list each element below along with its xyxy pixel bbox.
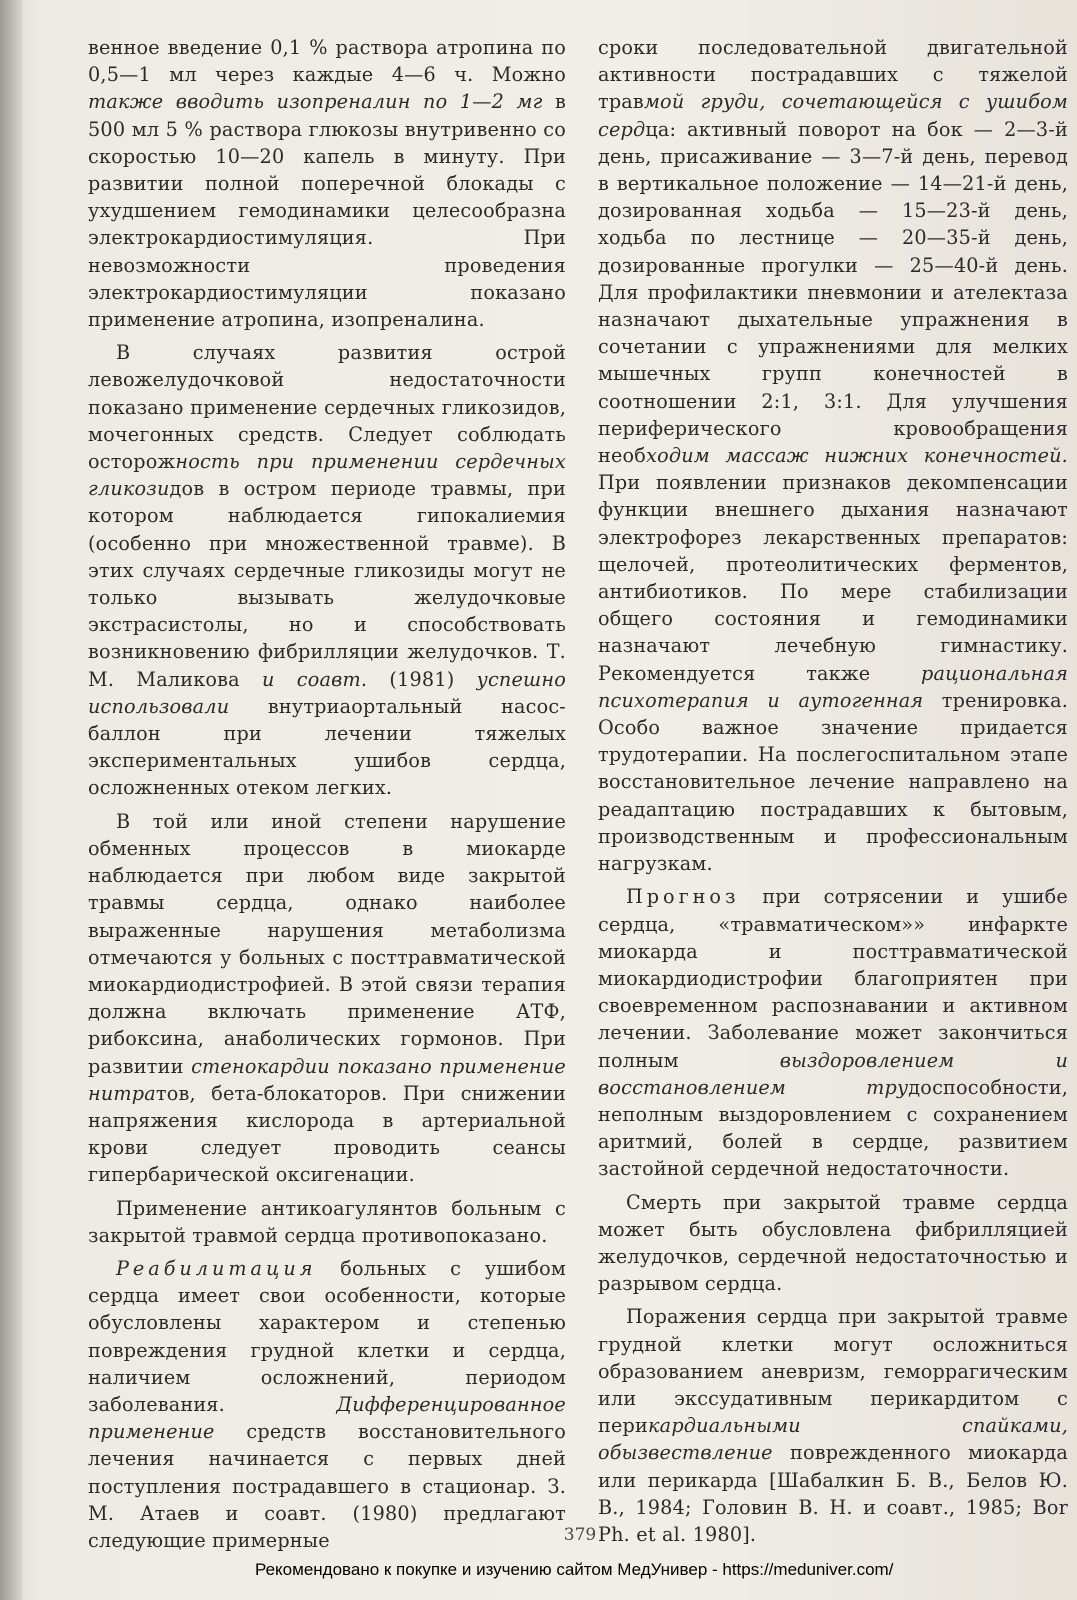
binding-shadow xyxy=(0,0,22,1600)
text-run: средств восстановительного лечения начинается с первых дней поступления пострадавшего в стационар. З. М. Атаев и соавт. (1980) предлагают следующие примерные xyxy=(88,1420,566,1552)
text-run: доспособности, неполным выздоровлением с сохранением аритмий, болей в сердце, развитием застойной сердечной недостаточности. xyxy=(598,1075,1068,1181)
footer-watermark: Рекомендовано к покупке и изучению сайтом МедУнивер - https://meduniver.com/ xyxy=(255,1560,894,1579)
text-run: дов в остром периоде травмы, при котором наблюдается гипокалиемия (особенно при множественной травме). В этих случаях сердечные гликозиды могут не только вызывать желудочковые экстрасистолы, но и способствовать возникновению фибрилляции желудочков. Т. М. Маликова xyxy=(88,477,566,691)
text-run: больных с ушибом сердца имеет свои особенности, которые обусловлены характером и степенью повреждения грудной клетки и сердца, наличием осложнений, периодом заболевания. xyxy=(88,1256,566,1416)
text-run: тренировка. Особо важное значение придается трудотерапии. На послегоспитальном этапе восстановительное лечение направлено на реадаптацию пострадавших к бытовым, производственным и профессиональным нагрузкам. xyxy=(598,688,1068,876)
paragraph xyxy=(598,1303,1068,1548)
paragraph xyxy=(88,1255,566,1554)
text-run: поврежденного миокарда или перикарда [Шабалкин Б. В., Белов Ю. В., 1984; Головин В. Н. и соавт., 1985; Bor Ph. et al. 1980]. xyxy=(598,1441,1068,1546)
italic-run: кардиальными спайками, обызвествление xyxy=(598,1414,1068,1465)
italic-run: выздоровлением и восстановлением тру xyxy=(598,1048,1068,1099)
text-run: Поражения сердца при закрытой травме грудной клетки могут осложниться образованием аневризм, геморрагическим или экссудативным перикардитом с пери xyxy=(598,1305,1068,1438)
italic-run: и соавт. xyxy=(262,667,368,691)
text-run: в 500 мл 5 % раствора глюкозы внутривенно со скоростью 10—20 капель в минуту. При развитии полной поперечной блокады с ухудшением гемодинамики целесообразна электрокардиостимуляция. При невозможности проведения электрокардиостимуляции показано применение атропина, изопреналина. xyxy=(88,90,566,332)
italic-run: Дифференцированное применение xyxy=(88,1392,566,1444)
italic-run: стенокардии показано применение нитра xyxy=(88,1054,566,1105)
italic-run: успешно использовали xyxy=(88,667,566,718)
text-run: тов, бета-блокаторов. При снижении напряжения кислорода в артериальной крови следует проводить сеансы гипербарической оксигенации. xyxy=(88,1081,566,1187)
text-run: при сотрясении и ушибе сердца, «травматическом»» инфаркте миокарда и посттравматической миокардиодистрофии благоприятен при своевременном распознавании и активном лечении. Заболевание может закончиться полным xyxy=(598,885,1068,1072)
italic-run: рациональная психотерапия и аутогенная xyxy=(598,661,1068,712)
italic-run: ность при применении сердечных гликози xyxy=(88,450,566,501)
italic-run: также вводить изопреналин по 1—2 мг xyxy=(88,90,543,114)
text-run: В случаях развития острой левожелудочковой недостаточности показано применение сердечных гликозидов, мочегонных средств. Следует соблюдать осторож xyxy=(88,341,566,474)
italic-run: мой груди, сочетающейся с ушибом серд xyxy=(598,90,1068,141)
text-run: В той или иной степени нарушение обменных процессов в миокарде наблюдается при любом виде закрытой травмы сердца, однако наиболее выраженные нарушения метаболизма отмечаются у больных с посттравматической миокардиодистрофией. В этой связи терапия должна включать применение АТФ, рибоксина, анаболических гормонов. При развитии xyxy=(88,809,566,1078)
section-heading-prognosis: Прогноз xyxy=(626,885,740,909)
paragraph xyxy=(598,34,1068,877)
text-run: ца: активный поворот на бок — 2—3-й день, присаживание — 3—7-й день, перевод в вертикальное положение — 14—21-й день, дозированная ходьба — 15—23-й день, ходьба по лестнице — 20—35-й день, дозированные прогулки — 25—40-й день. Для профилактики пневмонии и ателектаза назначают дыхательные упражнения в сочетании с упражнениями для мелких мышечных групп конечностей в соотношении 2:1, 3:1. Для улучшения периферического кровообращения необ xyxy=(598,117,1068,468)
paragraph xyxy=(598,883,1068,1182)
paragraph xyxy=(88,808,566,1189)
text-run: венное введение 0,1 % раствора атропина по 0,5—1 мл через каждые 4—6 ч. Можно xyxy=(88,36,566,87)
italic-run: ходим массаж нижних конечностей. xyxy=(646,444,1068,468)
paragraph: Смерть при закрытой травме сердца может быть обусловлена фибрилляцией желудочков, сердечной недостаточностью и разрывом сердца. xyxy=(598,1190,1068,1296)
text-run: сроки последовательной двигательной активности пострадавших с тяжелой трав xyxy=(598,36,1068,114)
paragraph xyxy=(88,34,566,333)
right-column xyxy=(598,34,1068,1548)
text-run: внутриаортальный насос-баллон при лечении тяжелых экспериментальных ушибов сердца, осложненных отеком легких. xyxy=(88,694,566,800)
section-heading-rehabilitation: Реабилитация xyxy=(116,1256,317,1280)
paragraph: Применение антикоагулянтов больным с закрытой травмой сердца противопоказано. xyxy=(88,1196,566,1247)
text-run: (1981) xyxy=(367,667,477,691)
left-column xyxy=(88,34,566,1554)
paragraph xyxy=(88,339,566,801)
page-number: 379 xyxy=(563,1525,597,1545)
text-run: При появлении признаков декомпенсации функции внешнего дыхания назначают электрофорез лекарственных препаратов: щелочей, протеолитических ферментов, антибиотиков. По мере стабилизации общего состояния и гемодинамики назначают лечебную гимнастику. Рекомендуется также xyxy=(598,471,1068,685)
